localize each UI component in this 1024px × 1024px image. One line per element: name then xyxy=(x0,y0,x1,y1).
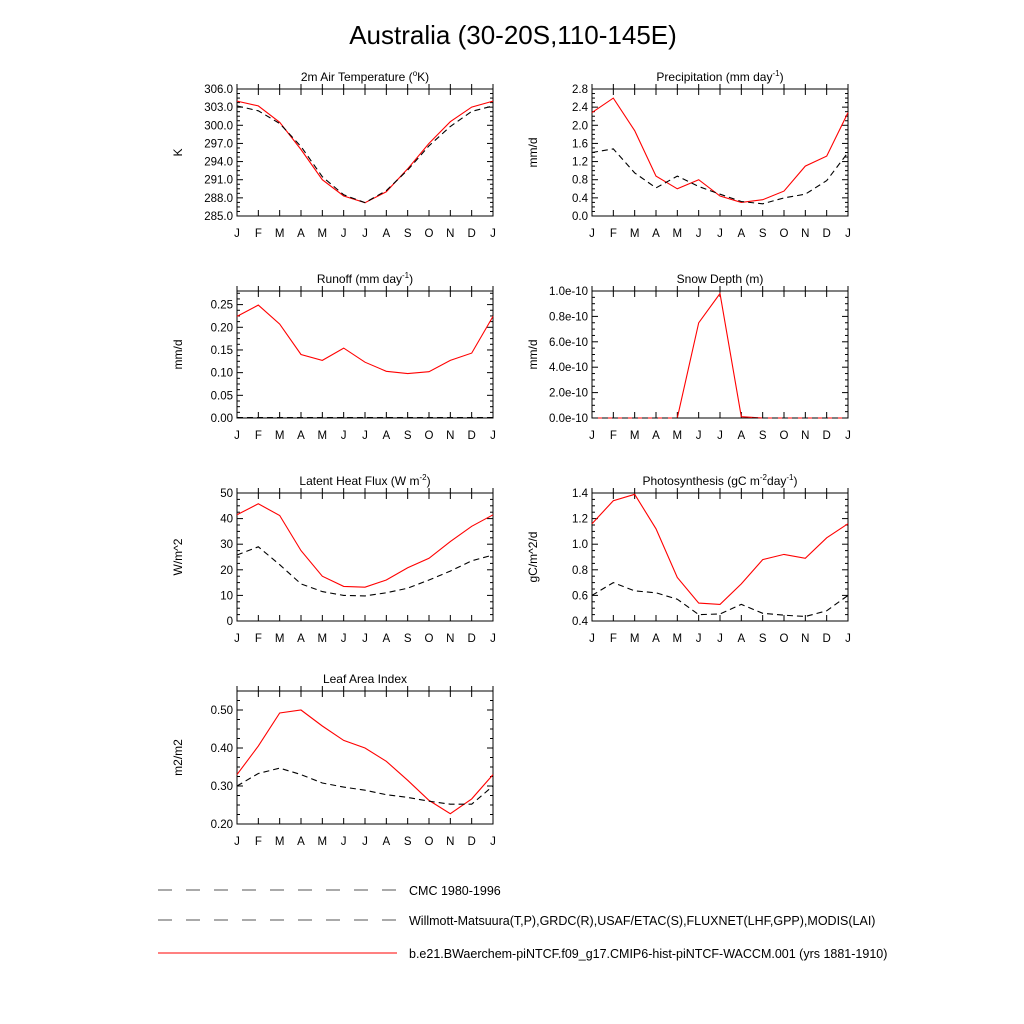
x-tick-label: N xyxy=(446,228,455,240)
panels xyxy=(171,69,851,848)
panel-title-text: Latent Heat Flux (W m xyxy=(299,474,420,488)
x-tick-label: S xyxy=(758,430,767,442)
y-tick-label: 4.0e-10 xyxy=(548,362,588,375)
x-tick-label: J xyxy=(362,430,368,442)
x-tick-label: M xyxy=(317,228,328,240)
x-tick-label: D xyxy=(467,836,476,848)
panel-title xyxy=(299,473,430,488)
x-tick-label: O xyxy=(424,228,434,240)
panel-title-text: Snow Depth (m) xyxy=(676,272,764,286)
x-tick-label: J xyxy=(340,430,347,442)
plot-frame xyxy=(237,691,493,824)
x-tick-label: N xyxy=(446,633,455,645)
x-tick-label: M xyxy=(274,228,285,240)
y-tick-label: 0.30 xyxy=(210,781,233,793)
x-tick-label: M xyxy=(274,430,285,442)
x-tick-label: A xyxy=(652,633,660,645)
y-tick-label: 285.0 xyxy=(204,211,233,223)
x-tick-label: J xyxy=(845,633,851,645)
panel-title xyxy=(317,271,413,286)
y-tick-label: 0.0 xyxy=(572,211,588,223)
x-tick-label: N xyxy=(801,633,810,645)
y-tick-label: 40 xyxy=(220,513,233,526)
x-tick-label: J xyxy=(362,836,368,848)
y-tick-label: 0.0e-10 xyxy=(548,413,588,425)
y-tick-label: 0.05 xyxy=(210,390,233,403)
y-tick-label: 297.0 xyxy=(204,138,233,151)
y-tick-label: 0.25 xyxy=(210,299,233,312)
x-tick-label: J xyxy=(695,430,702,442)
obs-series-line xyxy=(237,547,493,596)
x-tick-label: N xyxy=(801,430,810,442)
x-tick-label: F xyxy=(609,228,617,240)
x-tick-label: M xyxy=(629,228,640,240)
y-tick-label: 306.0 xyxy=(204,84,233,96)
panel-2 xyxy=(171,271,496,442)
y-tick-label: 303.0 xyxy=(204,102,233,115)
panel-title-text: Runoff (mm day xyxy=(316,272,403,286)
panel-title xyxy=(656,69,783,84)
x-tick-label: O xyxy=(779,633,789,645)
x-tick-label: J xyxy=(340,633,347,645)
x-tick-label: A xyxy=(297,633,305,645)
panel-0 xyxy=(171,69,496,240)
panel-4 xyxy=(171,473,496,645)
x-tick-label: D xyxy=(822,633,831,645)
x-tick-label: N xyxy=(446,430,455,442)
x-tick-label: N xyxy=(801,228,810,240)
x-tick-label: J xyxy=(845,228,851,240)
y-tick-label: 20 xyxy=(220,564,233,577)
y-tick-label: 1.4 xyxy=(572,488,588,500)
x-tick-label: S xyxy=(758,633,767,645)
x-tick-label: M xyxy=(317,430,328,442)
x-tick-label: A xyxy=(297,836,305,848)
y-tick-label: 1.0 xyxy=(572,539,588,552)
x-tick-label: F xyxy=(254,228,262,240)
y-tick-label: 0.00 xyxy=(210,413,233,425)
legend xyxy=(158,884,887,961)
plot-frame xyxy=(237,493,493,621)
x-tick-label: J xyxy=(717,633,723,645)
x-tick-label: D xyxy=(467,633,476,645)
y-tick-label: 6.0e-10 xyxy=(548,336,588,349)
x-tick-label: J xyxy=(589,430,595,442)
panel-title-text: Photosynthesis (gC m xyxy=(642,474,760,488)
x-tick-label: J xyxy=(340,836,347,848)
y-axis-label: K xyxy=(171,148,185,157)
x-tick-label: A xyxy=(382,836,391,848)
x-tick-label: N xyxy=(446,836,455,848)
panel-title-text: Leaf Area Index xyxy=(322,672,408,686)
y-tick-label: 1.2 xyxy=(572,156,588,169)
x-tick-label: F xyxy=(609,633,617,645)
x-tick-label: J xyxy=(717,430,723,442)
plot-frame xyxy=(592,291,848,418)
y-tick-label: 50 xyxy=(220,488,233,500)
x-tick-label: J xyxy=(845,430,851,442)
y-tick-label: 294.0 xyxy=(204,156,233,169)
y-tick-label: 10 xyxy=(220,590,233,603)
y-tick-label: 0.40 xyxy=(210,743,233,755)
panel-title-end: day xyxy=(767,474,787,488)
x-tick-label: F xyxy=(254,430,262,442)
panel-title-text: 2m Air Temperature ( xyxy=(300,70,413,84)
x-tick-label: J xyxy=(362,228,368,240)
legend-label-0: CMC 1980-1996 xyxy=(409,884,501,898)
x-tick-label: J xyxy=(589,633,595,645)
x-tick-label: J xyxy=(589,228,595,240)
x-tick-label: J xyxy=(234,633,240,645)
model-series-line xyxy=(237,504,493,587)
x-tick-label: M xyxy=(672,633,683,645)
y-tick-label: 2.0 xyxy=(572,120,588,133)
panel-title-sup: o xyxy=(412,69,418,78)
y-tick-label: 30 xyxy=(220,539,233,552)
y-tick-label: 0.6 xyxy=(572,590,588,603)
x-tick-label: D xyxy=(822,430,831,442)
x-tick-label: S xyxy=(403,228,412,240)
panel-title xyxy=(301,69,429,84)
x-tick-label: S xyxy=(403,633,412,645)
y-tick-label: 2.0e-10 xyxy=(548,387,588,400)
x-tick-label: S xyxy=(758,228,767,240)
x-tick-label: J xyxy=(234,836,240,848)
x-tick-label: A xyxy=(737,430,746,442)
y-axis-label: gC/m^2/d xyxy=(526,531,540,583)
panel-6 xyxy=(171,672,496,848)
x-tick-label: J xyxy=(490,228,496,240)
model-series-line xyxy=(592,294,848,419)
x-tick-label: A xyxy=(297,430,305,442)
x-tick-label: J xyxy=(695,633,702,645)
panel-title-end: ) xyxy=(409,272,414,286)
panel-3 xyxy=(526,272,851,442)
x-tick-label: M xyxy=(317,836,328,848)
panel-title-sup: -1 xyxy=(402,271,410,280)
y-tick-label: 0.4 xyxy=(572,616,588,628)
x-tick-label: A xyxy=(382,633,391,645)
y-axis-label: mm/d xyxy=(171,339,185,370)
y-tick-label: 0.8e-10 xyxy=(548,311,588,324)
y-tick-label: 0.10 xyxy=(210,367,233,380)
y-tick-label: 0.20 xyxy=(210,322,233,335)
panel-5 xyxy=(526,473,851,645)
panel-title-sup: -1 xyxy=(772,69,780,78)
x-tick-label: A xyxy=(652,228,660,240)
y-tick-label: 0.8 xyxy=(572,564,588,577)
y-axis-label: mm/d xyxy=(526,137,540,168)
x-tick-label: M xyxy=(629,430,640,442)
x-tick-label: M xyxy=(629,633,640,645)
x-tick-label: M xyxy=(274,836,285,848)
x-tick-label: D xyxy=(822,228,831,240)
y-axis-label: m2/m2 xyxy=(171,739,185,776)
obs-series-line xyxy=(237,768,493,804)
x-tick-label: M xyxy=(672,430,683,442)
model-series-line xyxy=(237,710,493,814)
x-tick-label: F xyxy=(609,430,617,442)
model-series-line xyxy=(592,494,848,604)
panel-title-sup: -2 xyxy=(759,473,768,482)
x-tick-label: F xyxy=(254,836,262,848)
legend-label-2: b.e21.BWaerchem-piNTCF.f09_g17.CMIP6-hist-piNTCF-WACCM.001 (yrs 1881-1910) xyxy=(409,947,888,961)
x-tick-label: J xyxy=(490,633,496,645)
x-tick-label: A xyxy=(737,228,746,240)
x-tick-label: J xyxy=(234,228,240,240)
model-series-line xyxy=(237,101,493,203)
x-tick-label: O xyxy=(779,430,789,442)
x-tick-label: M xyxy=(317,633,328,645)
x-tick-label: J xyxy=(234,430,240,442)
y-tick-label: 1.2 xyxy=(572,513,588,526)
panel-title-end: K) xyxy=(417,70,430,84)
y-tick-label: 0.4 xyxy=(572,192,588,205)
panel-1 xyxy=(526,69,851,240)
x-tick-label: M xyxy=(274,633,285,645)
y-tick-label: 288.0 xyxy=(204,192,233,205)
x-tick-label: D xyxy=(467,228,476,240)
y-tick-label: 0.50 xyxy=(210,705,233,717)
panel-title xyxy=(677,272,764,286)
y-tick-label: 2.8 xyxy=(572,84,588,96)
figure-title: Australia (30-20S,110-145E) xyxy=(349,20,677,50)
y-tick-label: 291.0 xyxy=(204,174,233,187)
x-tick-label: F xyxy=(254,633,262,645)
x-tick-label: O xyxy=(424,430,434,442)
model-series-line xyxy=(237,305,493,374)
plot-frame xyxy=(237,291,493,418)
x-tick-label: M xyxy=(672,228,683,240)
x-tick-label: J xyxy=(490,430,496,442)
x-tick-label: A xyxy=(382,430,391,442)
x-tick-label: J xyxy=(717,228,723,240)
x-tick-label: D xyxy=(467,430,476,442)
x-tick-label: A xyxy=(297,228,305,240)
y-tick-label: 2.4 xyxy=(572,102,588,115)
panel-title-text: Precipitation (mm day xyxy=(656,70,773,84)
y-axis-label: W/m^2 xyxy=(171,538,185,576)
y-tick-label: 1.0e-10 xyxy=(548,286,588,298)
x-tick-label: A xyxy=(382,228,391,240)
plot-frame xyxy=(592,89,848,216)
y-axis-label: mm/d xyxy=(526,339,540,370)
panel-title-end: ) xyxy=(793,474,798,488)
x-tick-label: J xyxy=(340,228,347,240)
y-tick-label: 1.6 xyxy=(572,138,588,151)
y-tick-label: 0.8 xyxy=(572,174,588,187)
panel-title-sup: -1 xyxy=(786,473,794,482)
panel-title xyxy=(323,672,407,686)
legend-label-1: Willmott-Matsuura(T,P),GRDC(R),USAF/ETAC(S),FLUXNET(LHF,GPP),MODIS(LAI) xyxy=(409,914,876,928)
y-tick-label: 300.0 xyxy=(204,120,233,133)
model-series-line xyxy=(592,98,848,202)
obs-series-line xyxy=(592,583,848,617)
x-tick-label: J xyxy=(362,633,368,645)
x-tick-label: S xyxy=(403,836,412,848)
y-tick-label: 0.15 xyxy=(210,344,233,357)
x-tick-label: O xyxy=(424,836,434,848)
panel-title-sup: -2 xyxy=(419,473,427,482)
x-tick-label: O xyxy=(424,633,434,645)
plot-frame xyxy=(592,493,848,621)
panel-title-end: ) xyxy=(426,474,431,488)
x-tick-label: J xyxy=(490,836,496,848)
x-tick-label: A xyxy=(652,430,660,442)
x-tick-label: A xyxy=(737,633,746,645)
x-tick-label: J xyxy=(695,228,702,240)
x-tick-label: O xyxy=(779,228,789,240)
panel-title xyxy=(643,473,798,488)
x-tick-label: S xyxy=(403,430,412,442)
obs-series-line xyxy=(237,106,493,203)
panel-title-end: ) xyxy=(779,70,784,84)
y-tick-label: 0.20 xyxy=(210,819,233,831)
y-tick-label: 0 xyxy=(226,616,233,628)
plot-frame xyxy=(237,89,493,216)
